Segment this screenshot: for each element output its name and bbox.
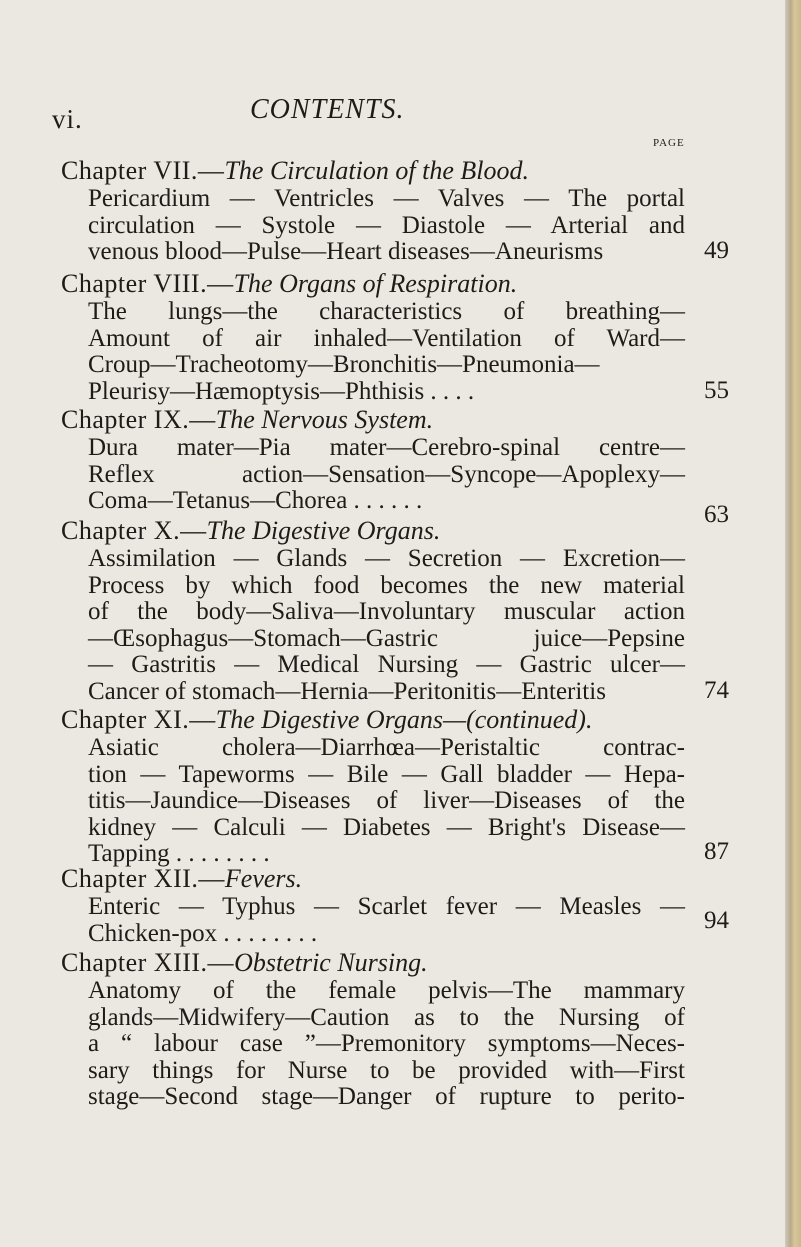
chapter-topics [88, 186, 685, 266]
topic-line: Dura mater—Pia mater—Cerebro-spinal centre— [88, 434, 685, 461]
topic-line: kidney — Calculi — Diabetes — Bright's Disease— [88, 813, 685, 841]
topic-line: Anatomy of the female pelvis—The mammary [88, 977, 685, 1004]
chapter-heading [61, 865, 715, 892]
chapter-topics [88, 435, 685, 515]
topic-line: titis—Jaundice—Diseases of liver—Diseases of the [88, 787, 685, 814]
topic-line: — Gastritis — Medical Nursing — Gastric ulcer— [88, 651, 685, 678]
chapter-12-entry [61, 864, 729, 947]
chapter-number: Chapter X.— [61, 516, 207, 545]
topic-line: venous blood—Pulse—Heart diseases—Aneurisms [88, 238, 604, 265]
topic-line: stage—Second stage—Danger of rupture to perito- [88, 1083, 685, 1110]
chapter-title: The Nervous System. [215, 405, 434, 434]
chapter-title: The Digestive Organs. [206, 516, 441, 545]
chapter-9-entry [61, 405, 729, 528]
chapter-title: Obstetric Nursing. [234, 948, 428, 977]
chapter-number: Chapter XII.— [61, 864, 225, 893]
chapter-10-entry [61, 516, 729, 705]
page-number: 87 [704, 838, 729, 865]
chapter-title: The Digestive Organs—(continued). [215, 705, 593, 734]
chapter-title: Fevers. [224, 864, 303, 893]
topic-line: Process by which food becomes the new material [88, 571, 685, 599]
topic-line: Enteric — Typhus — Scarlet fever — Measles — [88, 893, 685, 920]
page-number: 63 [704, 501, 729, 528]
page-number: 94 [704, 907, 729, 934]
topic-line: Asiatic cholera—Diarrhœa—Peristaltic contrac- [88, 734, 685, 761]
chapter-topics [88, 546, 685, 705]
topic-line: Assimilation — Glands — Secretion — Excretion— [88, 545, 685, 572]
topic-line: Pleurisy—Hæmoptysis—Phthisis . . . . [88, 377, 475, 405]
page-number: 74 [704, 677, 729, 704]
chapter-number: Chapter VII.— [61, 156, 225, 185]
chapter-topics [88, 299, 685, 405]
topic-line: Croup—Tracheotomy—Bronchitis—Pneumonia— [88, 351, 600, 378]
topic-line: a “ labour case ”—Premonitory symptoms—Neces- [88, 1030, 685, 1057]
chapter-heading [61, 949, 715, 976]
running-head: CONTENTS. [250, 94, 405, 125]
topic-line: Chicken-pox . . . . . . . . [88, 919, 318, 947]
chapter-topics [88, 894, 685, 947]
chapter-topics [88, 735, 685, 868]
chapter-number: Chapter XI.— [61, 705, 216, 734]
chapter-title: The Circulation of the Blood. [224, 156, 529, 185]
chapter-8-entry [61, 269, 729, 405]
chapter-7-entry [61, 156, 729, 266]
chapter-heading [61, 270, 715, 297]
topic-line: Reflex action—Sensation—Syncope—Apoplexy— [88, 460, 685, 488]
chapter-heading [61, 406, 715, 433]
topic-line: tion — Tapeworms — Bile — Gall bladder — Hepa- [88, 760, 685, 788]
topic-line: Amount of air inhaled—Ventilation of Ward— [88, 324, 685, 352]
page-number: 55 [704, 377, 729, 404]
topic-line: circulation — Systole — Diastole — Arterial and [88, 211, 685, 239]
topic-line: —Œsophagus—Stomach—Gastric juice—Pepsine [88, 624, 685, 652]
chapter-title: The Organs of Respiration. [233, 269, 518, 298]
topic-line: Tapping . . . . . . . . [88, 840, 270, 867]
folio-number: vi. [52, 104, 83, 134]
chapter-heading [61, 517, 715, 544]
topic-line: of the body—Saliva—Involuntary muscular action [88, 598, 685, 625]
chapter-13-entry [61, 949, 715, 1111]
page-edge [785, 0, 801, 1247]
topic-line: Coma—Tetanus—Chorea . . . . . . [88, 487, 423, 514]
topic-line: Cancer of stomach—Hernia—Peritonitis—Enteritis [88, 677, 606, 705]
chapter-heading [61, 157, 715, 184]
chapter-number: Chapter XIII.— [61, 948, 235, 977]
chapter-topics [88, 978, 685, 1111]
topic-line: The lungs—the characteristics of breathing— [88, 298, 685, 325]
topic-line: glands—Midwifery—Caution as to the Nursing of [88, 1003, 685, 1031]
topic-line: sary things for Nurse to be provided with—First [88, 1056, 685, 1084]
chapter-number: Chapter IX.— [61, 405, 216, 434]
topic-line: Pericardium — Ventricles — Valves — The portal [88, 185, 685, 212]
page-number: 49 [704, 237, 729, 264]
chapter-11-entry [61, 705, 729, 868]
page-column-label: PAGE [653, 137, 685, 149]
chapter-number: Chapter VIII.— [61, 269, 234, 298]
chapter-heading [61, 706, 715, 733]
